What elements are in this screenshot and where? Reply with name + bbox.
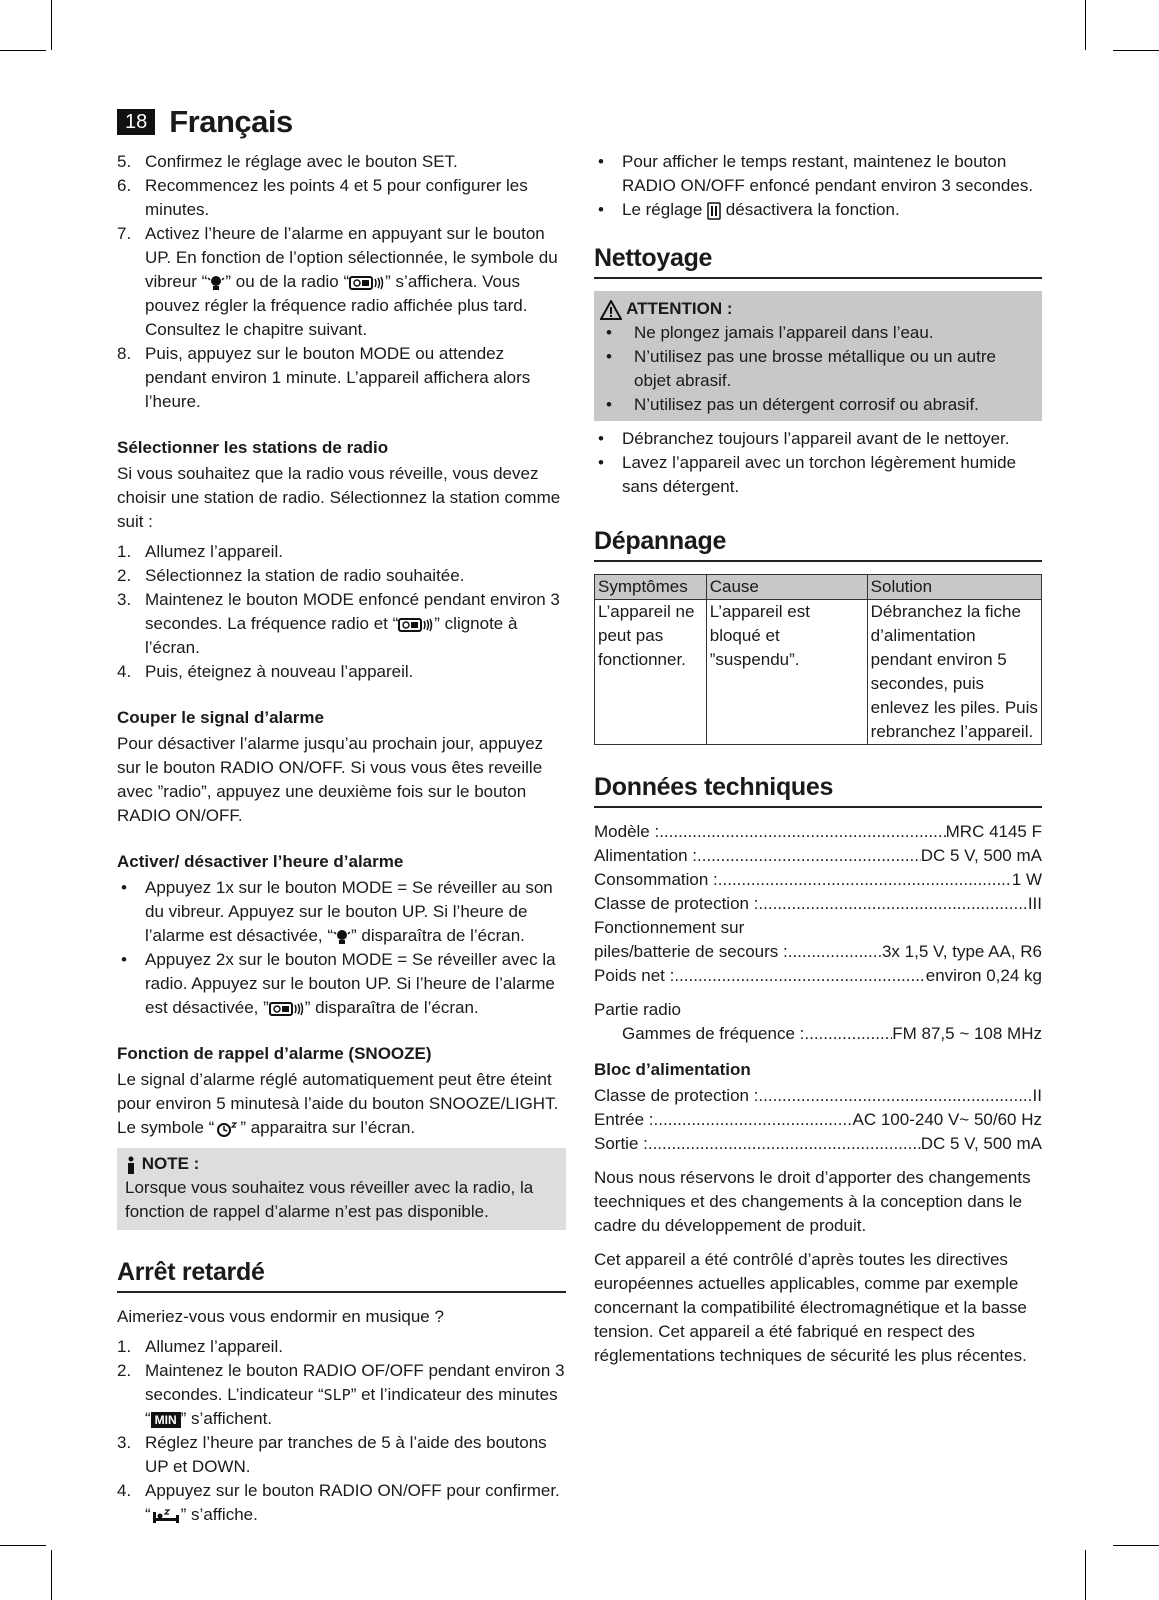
attention-box: [594, 291, 1042, 421]
radio-stations-title: Sélectionner les stations de radio: [117, 438, 389, 457]
list-item: 5. Confirmez le réglage avec le bouton SET.: [117, 152, 458, 171]
cut-alarm-text: Pour désactiver l’alarme jusqu’au prochain jour, appuyez sur le bouton RADIO ON/OFF. Si vous vous êtes reveille avec ”radio”, appuyez une deuxième fois sur le bouton RADIO ON/OFF.: [117, 734, 544, 825]
list-item: 3. Maintenez le bouton MODE enfoncé pendant environ 3 secondes. La fréquence radio et “ ” clignote à l’écran.: [117, 590, 560, 657]
toggle-alarm-list: [117, 876, 566, 1020]
table-cell: L’appareil est bloqué et ”suspendu”.: [706, 600, 867, 745]
spec-row: Entrée : ..... AC 100-240 V~ 50/60 Hz: [594, 1108, 1042, 1132]
toggle-alarm-title: Activer/ désactiver l’heure d’alarme: [117, 852, 404, 871]
right-column: [594, 150, 1042, 1368]
list-item: • N’utilisez pas un détergent corrosif ou abrasif.: [600, 393, 1036, 417]
list-item: 4. Puis, éteignez à nouveau l’appareil.: [117, 662, 414, 681]
list-item: 3. Réglez l’heure par tranches de 5 à l’aide des boutons UP et DOWN.: [117, 1433, 547, 1476]
table-cell: L’appareil ne peut pas fonctionner.: [595, 600, 707, 745]
note-box: [117, 1148, 566, 1230]
table-header-row: [595, 575, 1042, 600]
alarm-steps: [117, 150, 566, 414]
list-item: • Ne plongez jamais l’appareil dans l’eau.: [600, 321, 1036, 345]
table-cell: Débranchez la fiche d’alimentation pendant environ 5 secondes, puis enlevez les piles. Puis rebranchez l’appareil.: [867, 600, 1041, 745]
slp-indicator: SLP: [323, 1386, 351, 1404]
vibrate-icon: [333, 929, 351, 945]
spec-row: Classe de protection : ..... II: [594, 1084, 1042, 1108]
crop-mark: [0, 1545, 46, 1546]
list-item: • Le réglage désactivera la fonction.: [594, 198, 1042, 222]
cut-alarm-title: Couper le signal d’alarme: [117, 708, 324, 727]
language-title: Français: [169, 104, 293, 139]
directive-text: Cet appareil a été contrôlé d’après toutes les directives européennes actuelles applicables, comme par exemple concernant la compatibilité électromagnétique et la basse tension. Cet appareil a été fabriqué en respect des réglementations techniques de sécurité les plus récentes.: [594, 1250, 1027, 1365]
spec-label: Fonctionnement sur: [594, 918, 745, 937]
crop-mark: [1113, 1545, 1159, 1546]
crop-mark: [1085, 0, 1086, 50]
vibrate-icon: [207, 275, 225, 291]
list-item: 2. Sélectionnez la station de radio souhaitée.: [117, 566, 465, 585]
list-item: 1. Allumez l’appareil.: [117, 542, 283, 561]
crop-mark: [51, 0, 52, 50]
reserve-text: Nous nous réservons le droit d’apporter des changements teechniques et des changements à la conception dans le cadre du développement de produit.: [594, 1168, 1031, 1235]
radio-part-label: Partie radio: [594, 1000, 681, 1019]
info-icon: [125, 1156, 137, 1174]
radio-intro: Si vous souhaitez que la radio vous réveille, vous devez choisir une station de radio. Sélectionnez la station comme suit :: [117, 464, 561, 531]
list-item: 6. Recommencez les points 4 et 5 pour configurer les minutes.: [117, 176, 528, 219]
sleep-steps: [117, 1335, 566, 1527]
list-item: 1. Allumez l’appareil.: [117, 1337, 283, 1356]
radio-icon: [398, 617, 434, 633]
crop-mark: [1085, 1550, 1086, 1600]
spec-list: [594, 820, 1042, 988]
off-setting-icon: [707, 202, 721, 220]
trouble-heading: Dépannage: [594, 529, 1042, 562]
list-item: • Pour afficher le temps restant, maintenez le bouton RADIO ON/OFF enfoncé pendant environ 3 secondes.: [594, 150, 1042, 198]
snooze-icon: [214, 1121, 240, 1137]
tech-heading: Données techniques: [594, 775, 1042, 808]
psu-spec-list: [594, 1084, 1042, 1156]
radio-steps: [117, 540, 566, 684]
spec-row: Gammes de fréquence : ..... FM 87,5 ~ 108 MHz: [594, 1022, 1042, 1046]
spec-row: Alimentation : ..... DC 5 V, 500 mA: [594, 844, 1042, 868]
list-item: • Débranchez toujours l’appareil avant de le nettoyer.: [594, 427, 1042, 451]
spec-row: Poids net : ..... environ 0,24 kg: [594, 964, 1042, 988]
list-item: 4. Appuyez sur le bouton RADIO ON/OFF pour confirmer. “ ” s’affiche.: [117, 1481, 560, 1524]
table-header: Solution: [867, 575, 1041, 600]
table-header: Cause: [706, 575, 867, 600]
snooze-title: Fonction de rappel d’alarme (SNOOZE): [117, 1044, 432, 1063]
crop-mark: [1113, 50, 1159, 51]
list-item: • Appuyez 2x sur le bouton MODE = Se réveiller avec la radio. Appuyez sur le bouton UP. Si l’heure de l’alarme est désactivée, ” ” disparaîtra de l’écran.: [117, 948, 566, 1020]
page-header: [117, 104, 293, 140]
list-item: • Lavez l’appareil avec un torchon légèrement humide sans détergent.: [594, 451, 1042, 499]
note-text: Lorsque vous souhaitez vous réveiller avec la radio, la fonction de rappel d’alarme n’est pas disponible.: [125, 1178, 534, 1221]
sleep-heading: Arrêt retardé: [117, 1260, 566, 1293]
page-number: 18: [117, 109, 155, 135]
note-title: NOTE :: [141, 1154, 200, 1173]
spec-row: Sortie : ..... DC 5 V, 500 mA: [594, 1132, 1042, 1156]
remaining-list: [594, 150, 1042, 222]
snooze-text: Le signal d’alarme réglé automatiquement peut être éteint pour environ 5 minutesà l’aide du bouton SNOOZE/LIGHT. Le symbole “ ” apparaitra sur l’écran.: [117, 1070, 559, 1137]
list-item: 7. Activez l’heure de l’alarme en appuyant sur le bouton UP. En fonction de l’option sélectionnée, le symbole du vibreur “ ” ou de la radio “ ” s’affichera. Vous pouvez régler la fréquence radio affichée plus tard. Consultez le chapitre suivant.: [117, 224, 558, 339]
cleaning-heading: Nettoyage: [594, 246, 1042, 279]
psu-title: Bloc d’alimentation: [594, 1060, 751, 1079]
spec-row: piles/batterie de secours : ..... 3x 1,5 V, type AA, R6: [594, 940, 1042, 964]
attention-list: [600, 321, 1036, 417]
left-column: [117, 150, 566, 1527]
radio-icon: [349, 275, 385, 291]
radio-icon: [269, 1001, 305, 1017]
spec-row: Modèle : ..... MRC 4145 F: [594, 820, 1042, 844]
table-header: Symptômes: [595, 575, 707, 600]
sleep-intro: Aimeriez-vous vous endormir en musique ?: [117, 1307, 444, 1326]
spec-row: Classe de protection : ..... III: [594, 892, 1042, 916]
min-indicator: MIN: [151, 1412, 181, 1428]
list-item: 8. Puis, appuyez sur le bouton MODE ou attendez pendant environ 1 minute. L’appareil affichera alors l’heure.: [117, 344, 531, 411]
list-item: 2. Maintenez le bouton RADIO OF/OFF pendant environ 3 secondes. L’indicateur “SLP” et l’indicateur des minutes “ MIN ” s’affichent.: [117, 1361, 565, 1428]
crop-mark: [0, 50, 46, 51]
attention-title: ATTENTION :: [626, 299, 733, 318]
table-row: [595, 600, 1042, 745]
trouble-table: [594, 574, 1042, 745]
cleaning-list: [594, 427, 1042, 499]
warning-icon: [600, 300, 622, 320]
list-item: • Appuyez 1x sur le bouton MODE = Se réveiller au son du vibreur. Appuyez sur le bouton UP. Si l’heure de l’alarme est désactivée, “ ” disparaîtra de l’écran.: [117, 876, 566, 948]
spec-row: Consommation : ..... 1 W: [594, 868, 1042, 892]
sleep-icon: [151, 1508, 181, 1524]
list-item: • N’utilisez pas une brosse métallique ou un autre objet abrasif.: [600, 345, 1036, 393]
crop-mark: [51, 1550, 52, 1600]
